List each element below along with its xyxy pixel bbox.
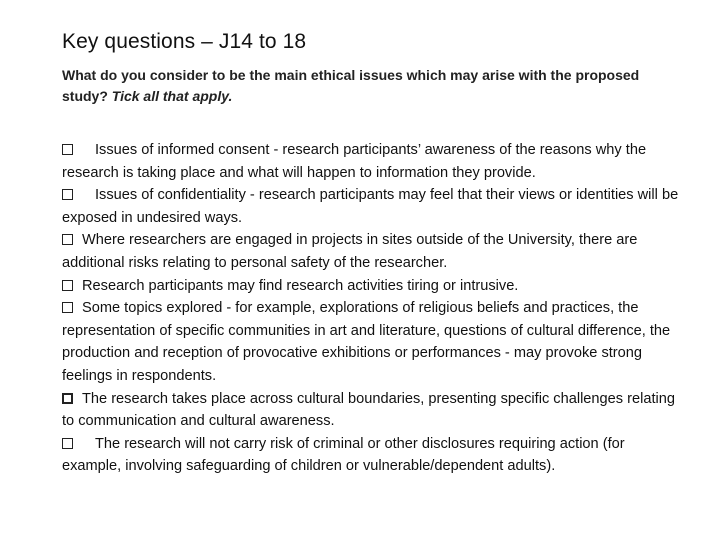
option-no-disclosure-risk [62,433,686,478]
checkbox-icon[interactable] [62,393,73,404]
option-text: The research will not carry risk of criminal or other disclosures requiring action (for example, involving safeguarding of children or vulnerable/dependent adults). [62,435,625,475]
option-strong-feelings [62,297,686,387]
option-text: Issues of confidentiality - research participants may feel that their views or identities will be exposed in undesired ways. [62,187,679,226]
option-cultural-boundaries [62,388,686,433]
question-prompt [62,65,672,107]
option-tiring-intrusive [62,275,686,298]
option-informed-consent [62,139,686,184]
options-list [62,139,686,478]
checkbox-icon[interactable] [62,234,73,245]
option-text: Issues of informed consent - research participants’ awareness of the reasons why the research is taking place and what will happen to information they provide. [62,142,647,181]
question-text: What do you consider to be the main ethical issues which may arise with the proposed study? [62,67,640,104]
checkbox-icon[interactable] [62,280,73,291]
question-instruction: Tick all that apply. [111,88,233,104]
checkbox-icon[interactable] [62,438,73,449]
option-text: Some topics explored - for example, explorations of religious beliefs and practices, the representation of specific communities in art and literature, questions of cultural difference, the production and reception of provocative exhibitions or performances - may provoke strong feelings in respondents. [62,300,671,384]
slide-title: Key questions – J14 to 18 [62,30,307,53]
checkbox-icon[interactable] [62,189,73,200]
option-text: Where researchers are engaged in projects in sites outside of the University, there are additional risks relating to personal safety of the researcher. [62,232,638,271]
option-confidentiality [62,184,686,229]
option-personal-safety [62,229,686,274]
option-text: Research participants may find research activities tiring or intrusive. [82,277,519,294]
checkbox-icon[interactable] [62,144,73,155]
checkbox-icon[interactable] [62,302,73,313]
option-text: The research takes place across cultural boundaries, presenting specific challenges relating to communication and cultural awareness. [62,390,675,430]
